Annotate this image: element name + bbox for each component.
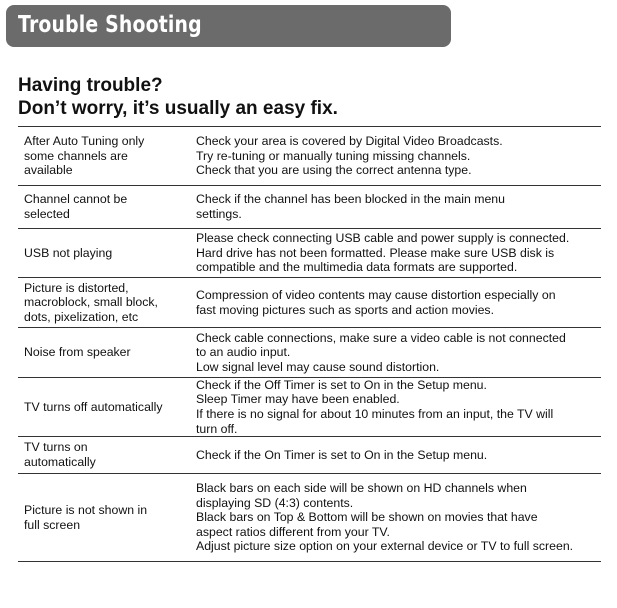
problem-cell: [18, 278, 190, 327]
section-banner: [6, 5, 451, 47]
problem-cell: [18, 437, 190, 473]
solution-line: Check if the Off Timer is set to On in the Setup menu.: [196, 377, 487, 392]
solution-cell: [190, 186, 601, 228]
solution-line: aspect ratios different from your TV.: [196, 524, 390, 539]
table-row: [18, 437, 601, 474]
problem-line: available: [24, 163, 73, 178]
solution-line: Compression of video contents may cause distortion especially on: [196, 287, 556, 302]
solution-cell: [190, 378, 601, 436]
table-row: [18, 229, 601, 278]
solution-cell: [190, 328, 601, 377]
solution-line: Please check connecting USB cable and power supply is connected.: [196, 231, 570, 246]
solution-line: Check if the channel has been blocked in the main menu: [196, 192, 505, 207]
solution-line: Sleep Timer may have been enabled.: [196, 392, 400, 407]
problem-cell: [18, 186, 190, 228]
problem-cell: [18, 474, 190, 561]
problem-line: After Auto Tuning only: [24, 134, 145, 149]
problem-line: selected: [24, 207, 70, 221]
problem-line: TV turns off automatically: [24, 399, 163, 414]
table-row: [18, 186, 601, 229]
heading-line-1: Having trouble?: [18, 75, 163, 96]
solution-line: Low signal level may cause sound distortion.: [196, 359, 440, 374]
table-row: [18, 474, 601, 562]
problem-cell: [18, 229, 190, 277]
problem-line: Noise from speaker: [24, 345, 131, 360]
problem-cell: [18, 328, 190, 377]
problem-line: Picture is not shown in: [24, 502, 148, 517]
problem-line: Picture is distorted,: [24, 280, 129, 295]
solution-line: Black bars on each side will be shown on HD channels when: [196, 481, 527, 496]
problem-line: USB not playing: [24, 245, 113, 260]
solution-line: Check if the On Timer is set to On in the Setup menu.: [196, 447, 488, 462]
solution-line: compatible and the multimedia data formats are supported.: [196, 260, 518, 275]
section-title: Trouble Shooting: [18, 12, 202, 38]
solution-cell: [190, 127, 601, 185]
problem-line: TV turns on: [24, 440, 88, 455]
problem-line: dots, pixelization, etc: [24, 309, 139, 324]
solution-line: Try re-tuning or manually tuning missing channels.: [196, 148, 471, 163]
problem-line: macroblock, small block,: [24, 295, 158, 310]
problem-cell: [18, 378, 190, 436]
solution-line: Black bars on Top & Bottom will be shown on movies that have: [196, 510, 538, 525]
problem-cell: [18, 127, 190, 185]
solution-line: Adjust picture size option on your external device or TV to full screen.: [196, 539, 574, 554]
problem-line: automatically: [24, 455, 96, 469]
solution-line: settings.: [196, 207, 242, 221]
solution-line: If there is no signal for about 10 minutes from an input, the TV will: [196, 407, 554, 421]
solution-line: to an audio input.: [196, 345, 291, 360]
table-row: [18, 127, 601, 186]
problem-line: Channel cannot be: [24, 192, 128, 207]
solution-cell: [190, 278, 601, 327]
solution-line: displaying SD (4:3) contents.: [196, 495, 354, 510]
solution-cell: [190, 474, 601, 561]
problem-line: full screen: [24, 517, 81, 532]
solution-line: Check cable connections, make sure a video cable is not connected: [196, 330, 566, 345]
page-heading: [18, 74, 338, 120]
table-row: [18, 278, 601, 328]
solution-line: Hard drive has not been formatted. Please make sure USB disk is: [196, 245, 555, 260]
solution-line: Check your area is covered by Digital Video Broadcasts.: [196, 134, 503, 149]
heading-line-2: Don’t worry, it’s usually an easy fix.: [18, 98, 338, 119]
table-row: [18, 328, 601, 378]
troubleshooting-table: [18, 126, 601, 562]
solution-line: Check that you are using the correct antenna type.: [196, 163, 472, 178]
table-row: [18, 378, 601, 437]
solution-line: turn off.: [196, 421, 238, 436]
solution-line: fast moving pictures such as sports and action movies.: [196, 302, 494, 317]
solution-cell: [190, 437, 601, 473]
solution-cell: [190, 229, 601, 277]
problem-line: some channels are: [24, 148, 128, 163]
